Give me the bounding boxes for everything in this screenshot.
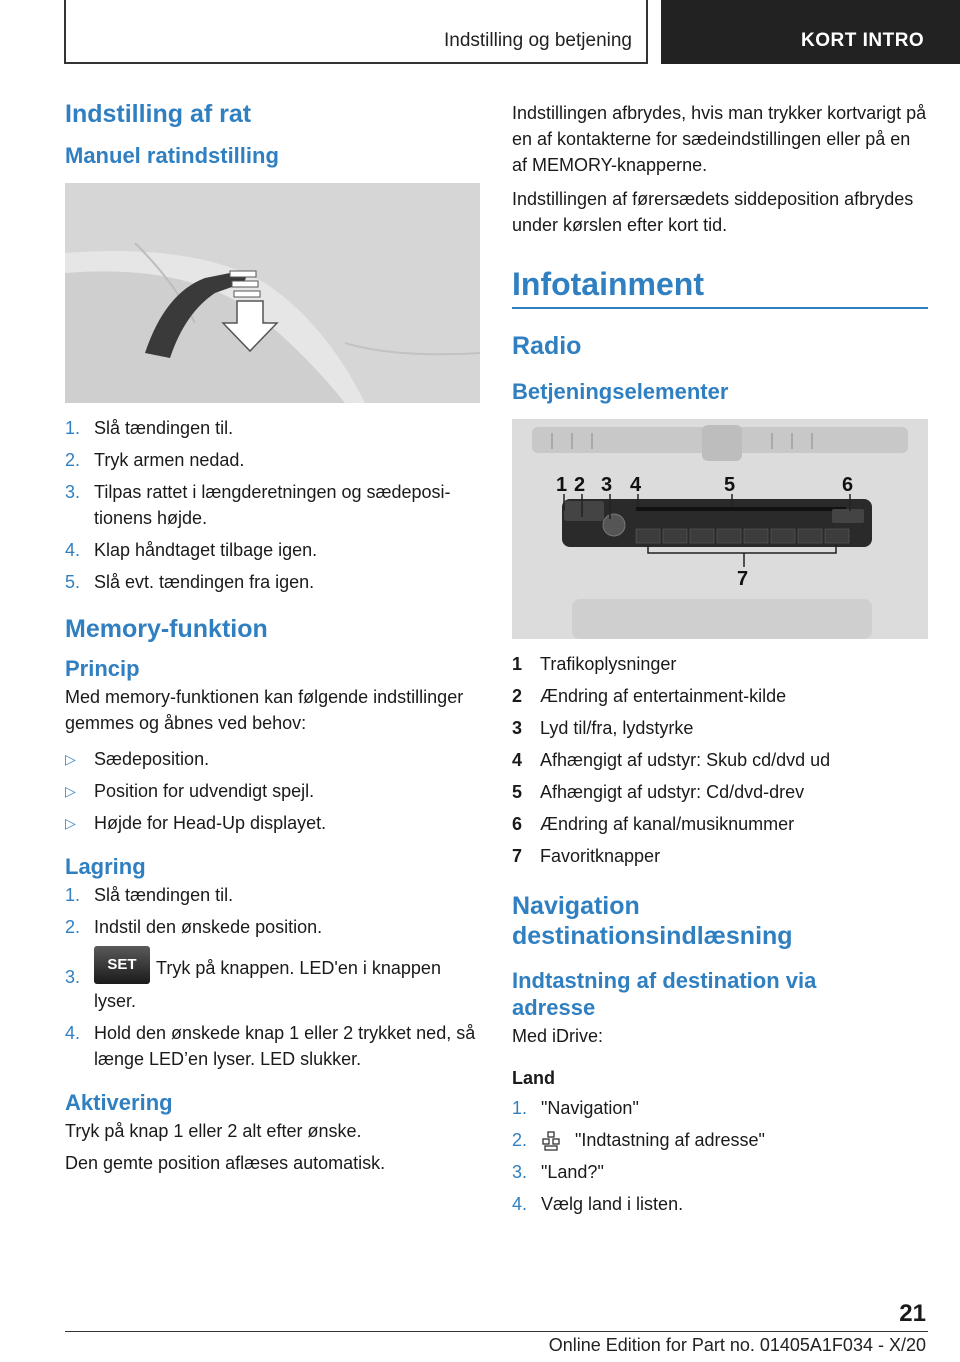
storage-heading: Lagring — [65, 854, 146, 879]
callout-1: 1 — [556, 474, 568, 496]
with-idrive-text: Med iDrive: — [512, 1026, 604, 1046]
right-column — [512, 100, 928, 1223]
list-item: 1. Slå tændingen til. — [65, 885, 234, 905]
radio-title: Radio — [512, 332, 582, 360]
page-number: 21 — [899, 1300, 926, 1327]
navigation-steps — [512, 1095, 928, 1217]
list-item: 2. Tryk armen nedad. — [65, 450, 245, 470]
address-heading: Indtastning af destination via adresse — [512, 968, 817, 1020]
activation-heading: Aktivering — [65, 1090, 173, 1115]
header-section — [64, 0, 648, 64]
list-item: 4. Vælg land i listen. — [512, 1194, 684, 1214]
legend-row: 7 Favoritknapper — [512, 846, 661, 866]
radio-controls-figure — [512, 419, 928, 639]
activation-line-2: Den gemte position aflæses automatisk. — [65, 1153, 386, 1173]
list-item: 5. Slå evt. tændingen fra igen. — [65, 572, 315, 592]
principle-heading: Princip — [65, 656, 140, 681]
memory-items — [65, 746, 480, 836]
principle-text: Med memory-funktionen kan følgende indstillinger gemmes og åbnes ved behov: — [65, 687, 464, 733]
chapter-tab-label: KORT INTRO — [801, 30, 925, 51]
callout-6: 6 — [842, 474, 854, 496]
legend-row: 2 Ændring af entertainment-kilde — [512, 686, 787, 706]
infotainment-title: Infotainment — [512, 266, 928, 309]
intro-paragraph-1: Indstillingen afbrydes, hvis man trykker kortvarigt på en af kontakterne for sædeindstillingen eller på en af MEMORY-knapperne. — [512, 103, 927, 175]
steering-lever-figure — [65, 183, 480, 403]
legend-row: 1 Trafikoplysninger — [512, 654, 677, 674]
callout-7: 7 — [737, 568, 749, 590]
list-item: 1. Slå tændingen til. — [65, 418, 234, 438]
callout-3: 3 — [601, 474, 613, 496]
footer-divider — [65, 1331, 928, 1332]
list-item: 2. "Indtastning af adresse" — [512, 1130, 765, 1150]
radio-panel-illustration — [512, 419, 928, 639]
list-item: 3. "Land?" — [512, 1162, 604, 1182]
callout-4: 4 — [630, 474, 642, 496]
list-item: 3. Tilpas rattet i længderetningen og sædepositionens højde. — [65, 482, 451, 528]
navigation-title: Navigation destinationsindlæsning — [512, 892, 793, 950]
callout-2: 2 — [574, 474, 586, 496]
list-item: 3. SET Tryk på knappen. LED'en i knappen lyser. — [65, 950, 480, 1014]
manual-steps — [65, 415, 480, 595]
radio-legend — [512, 651, 928, 869]
manual-heading: Manuel ratindstilling — [65, 143, 279, 168]
list-item: ▷ Position for udvendigt spejl. — [65, 778, 480, 804]
controls-heading: Betjeningselementer — [512, 379, 729, 404]
land-label: Land — [512, 1068, 555, 1088]
set-button-icon: SET — [94, 946, 150, 984]
intro-paragraph-2: Indstillingen af førersædets siddeposition afbrydes under kørslen efter kort tid. — [512, 189, 914, 235]
steering-lever-illustration — [65, 183, 480, 403]
steering-title: Indstilling af rat — [65, 100, 252, 128]
legend-row: 3 Lyd til/fra, lydstyrke — [512, 718, 694, 738]
callout-5: 5 — [724, 474, 736, 496]
list-item: ▷ Højde for Head-Up displayet. — [65, 810, 480, 836]
legend-row: 5 Afhængigt af udstyr: Cd/dvd-drev — [512, 782, 805, 802]
triangle-bullet-icon: ▷ — [65, 783, 76, 799]
triangle-bullet-icon: ▷ — [65, 815, 76, 831]
triangle-bullet-icon: ▷ — [65, 751, 76, 767]
list-item: 4. Klap håndtaget tilbage igen. — [65, 540, 318, 560]
memory-title: Memory-funktion — [65, 615, 268, 643]
header-section-title: Indstilling og betjening — [443, 30, 632, 51]
activation-line-1: Tryk på knap 1 eller 2 alt efter ønske. — [65, 1121, 362, 1141]
storage-steps — [65, 882, 480, 1072]
keyboard-icon — [541, 1131, 561, 1151]
legend-row: 4 Afhængigt af udstyr: Skub cd/dvd ud — [512, 750, 831, 770]
list-item: 4. Hold den ønskede knap 1 eller 2 trykket ned, så længe LED’en lyser. LED slukker. — [65, 1023, 476, 1069]
legend-row: 6 Ændring af kanal/musiknummer — [512, 814, 795, 834]
list-item: 2. Indstil den ønskede position. — [65, 917, 323, 937]
left-column — [65, 100, 480, 1176]
footer-edition: Online Edition for Part no. 01405A1F034 - X/20 — [548, 1335, 926, 1355]
list-item: 1. "Navigation" — [512, 1098, 639, 1118]
list-item: ▷ Sædeposition. — [65, 746, 480, 772]
header-chapter-tab — [661, 0, 960, 64]
